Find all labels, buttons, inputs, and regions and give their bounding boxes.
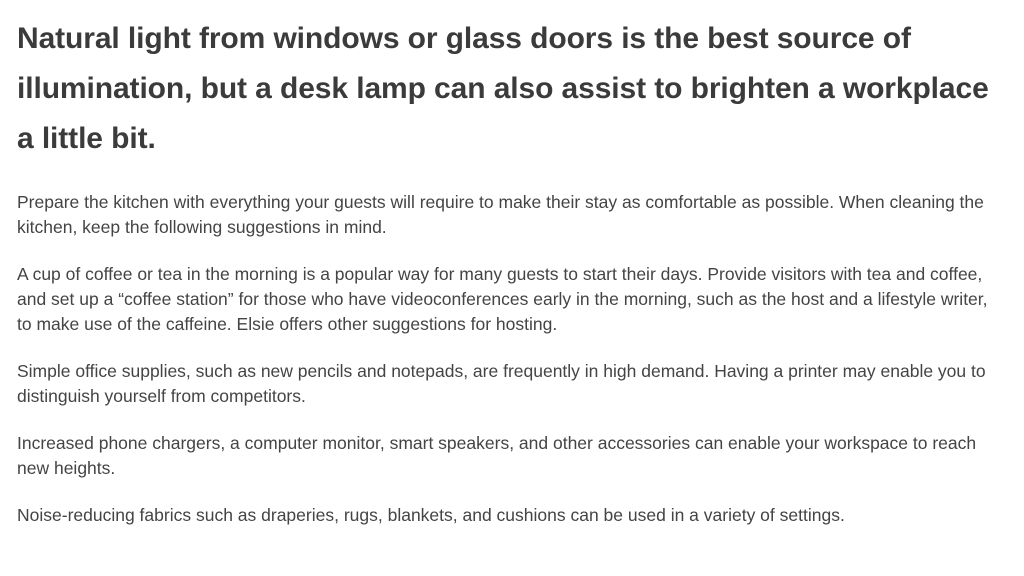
paragraph-fabrics: Noise-reducing fabrics such as draperies, rugs, blankets, and cushions can be used in a variety of settings. xyxy=(17,505,845,525)
article-heading: Natural light from windows or glass doors is the best source of illumination, but a desk lamp can also assist to brighten a workplace a little bit. xyxy=(17,22,989,155)
article-body xyxy=(17,14,1006,528)
paragraph-office-supplies: Simple office supplies, such as new pencils and notepads, are frequently in high demand. Having a printer may enable you to distinguish yourself from competitors. xyxy=(17,361,986,406)
paragraph-accessories: Increased phone chargers, a computer monitor, smart speakers, and other accessories can enable your workspace to reach new heights. xyxy=(17,433,977,478)
paragraph-kitchen: Prepare the kitchen with everything your guests will require to make their stay as comfortable as possible. When cleaning the kitchen, keep the following suggestions in mind. xyxy=(17,192,984,237)
paragraph-coffee: A cup of coffee or tea in the morning is a popular way for many guests to start their days. Provide visitors with tea and coffee, and set up a “coffee station” for those who have videoconferences early in the morning, such as the host and a lifestyle writer, to make use of the caffeine. Elsie offers other suggestions for hosting. xyxy=(17,264,988,334)
